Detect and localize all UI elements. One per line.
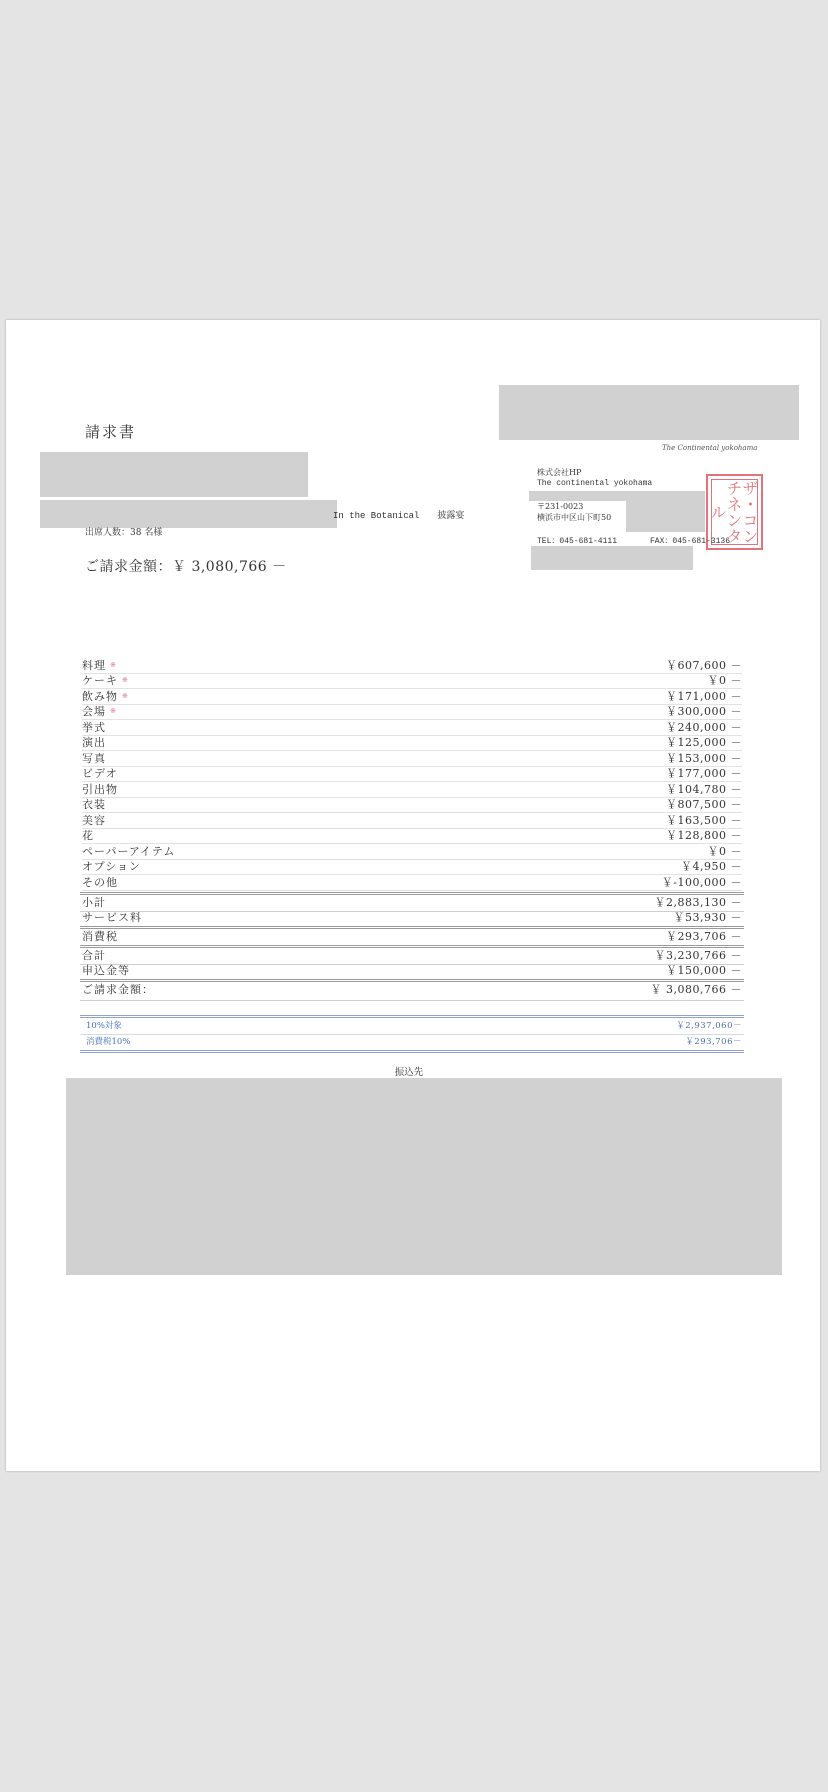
issuer-postal-code: 〒231-0023 <box>537 502 584 511</box>
item-mark: ※ <box>110 660 116 669</box>
invoice-page <box>6 320 820 1471</box>
line-item-amount: ￥128,800 － <box>666 829 742 843</box>
line-item-label: 演出 <box>82 736 106 750</box>
event-type: 披露宴 <box>437 511 465 521</box>
line-item-amount: ￥300,000 － <box>666 705 742 719</box>
line-item-label: ケーキ <box>82 674 118 688</box>
invoice-title: 請求書 <box>85 423 137 441</box>
tax-label: 10%対象 <box>86 1021 122 1031</box>
line-item-amount: ￥607,600 － <box>666 658 742 672</box>
line-item-label: 美容 <box>82 813 106 827</box>
issuer-fax: FAX：045-681-3136 <box>650 537 731 546</box>
redaction-block <box>531 546 693 570</box>
summary-row-subtotal <box>82 895 742 911</box>
line-item-row <box>82 798 742 814</box>
line-item-label: ペーパーアイテム <box>82 844 176 858</box>
line-item-amount: ￥0 － <box>707 844 742 858</box>
line-item-row <box>82 736 742 752</box>
event-line <box>333 508 464 521</box>
line-item-row <box>82 860 742 876</box>
summary-amount: ￥150,000 － <box>666 964 742 977</box>
redaction-block <box>66 1078 782 1275</box>
line-item-row <box>82 813 742 829</box>
redaction-block <box>499 385 799 440</box>
summary-amount: ￥53,930 － <box>673 911 742 924</box>
summary-label: 小計 <box>82 896 106 909</box>
line-items-table <box>82 658 742 891</box>
tax-label: 消費税10% <box>86 1037 131 1047</box>
line-item-row <box>82 767 742 783</box>
tax-row-tax <box>86 1034 742 1050</box>
summary-label: 申込金等 <box>82 964 130 977</box>
summary-row-total <box>82 948 742 964</box>
line-item-amount: ￥0 － <box>707 674 742 688</box>
line-item-amount: ￥240,000 － <box>666 720 742 734</box>
issuer-tel: TEL：045-681-4111 <box>537 537 618 546</box>
line-item-label: 飲み物 <box>82 689 118 703</box>
line-item-row <box>82 705 742 721</box>
summary-label: ご請求金額： <box>82 983 154 996</box>
line-item-amount: ￥163,500 － <box>666 813 742 827</box>
line-item-amount: ￥171,000 － <box>666 689 742 703</box>
bank-transfer-heading: 振込先 <box>394 1067 424 1078</box>
summary-label: 合計 <box>82 949 106 962</box>
line-item-row <box>82 782 742 798</box>
line-item-label: その他 <box>82 875 118 889</box>
total-billing-amount: ￥ 3,080,766 － <box>172 559 287 575</box>
summary-amount: ￥293,706 － <box>666 930 742 943</box>
issuer-address: 横浜市中区山下町50 <box>537 513 612 522</box>
item-mark: ※ <box>110 707 116 716</box>
line-item-row <box>82 689 742 705</box>
line-item-amount: ￥4,950 － <box>681 860 742 874</box>
line-item-row <box>82 844 742 860</box>
line-item-label: 写真 <box>82 751 106 765</box>
line-item-amount: ￥-100,000 － <box>661 875 742 889</box>
divider <box>80 1000 744 1001</box>
attendee-count: 出席人数：38 名様 <box>85 528 163 538</box>
tax-row-taxable <box>86 1018 742 1034</box>
line-item-row <box>82 658 742 674</box>
line-item-label: 料理 <box>82 658 106 672</box>
line-item-row <box>82 829 742 845</box>
line-item-label: 挙式 <box>82 720 106 734</box>
line-item-amount: ￥807,500 － <box>666 798 742 812</box>
item-mark: ※ <box>122 676 128 685</box>
tax-amount: ￥293,706－ <box>685 1037 742 1047</box>
summary-amount: ￥2,883,130 － <box>654 896 742 909</box>
total-billing-heading <box>85 556 287 576</box>
venue-logo-text: The Continental yokohama <box>662 444 758 452</box>
line-item-amount: ￥125,000 － <box>666 736 742 750</box>
line-item-label: 衣装 <box>82 798 106 812</box>
summary-row-consumption-tax <box>82 929 742 945</box>
redaction-block <box>40 500 337 528</box>
line-item-amount: ￥177,000 － <box>666 767 742 781</box>
line-item-label: オプション <box>82 860 142 874</box>
redaction-block <box>529 491 626 501</box>
summary-row-deposit <box>82 963 742 979</box>
summary-label: 消費税 <box>82 930 118 943</box>
line-item-amount: ￥104,780 － <box>666 782 742 796</box>
seal-lettering: ザ・コンチネンタル <box>708 480 759 544</box>
line-item-label: 会場 <box>82 705 106 719</box>
issuer-company: 株式会社HP <box>537 468 582 477</box>
item-mark: ※ <box>122 691 128 700</box>
line-item-label: 引出物 <box>82 782 118 796</box>
line-item-row <box>82 875 742 891</box>
summary-amount: ￥ 3,080,766 － <box>650 983 742 996</box>
line-item-row <box>82 674 742 690</box>
line-item-amount: ￥153,000 － <box>666 751 742 765</box>
divider <box>80 1050 744 1053</box>
summary-row-amount-due <box>82 982 742 998</box>
total-billing-label: ご請求金額： <box>85 559 172 575</box>
issuer-venue: The continental yokohama <box>537 479 653 488</box>
summary-label: サービス料 <box>82 911 142 924</box>
line-item-label: 花 <box>82 829 94 843</box>
redaction-block <box>626 491 705 532</box>
summary-amount: ￥3,230,766 － <box>654 949 742 962</box>
line-item-row <box>82 751 742 767</box>
tax-amount: ￥2,937,060－ <box>676 1021 742 1031</box>
line-item-label: ビデオ <box>82 767 118 781</box>
redaction-block <box>40 452 308 497</box>
summary-row-service-charge <box>82 910 742 926</box>
event-name: In the Botanical <box>333 511 420 521</box>
line-item-row <box>82 720 742 736</box>
